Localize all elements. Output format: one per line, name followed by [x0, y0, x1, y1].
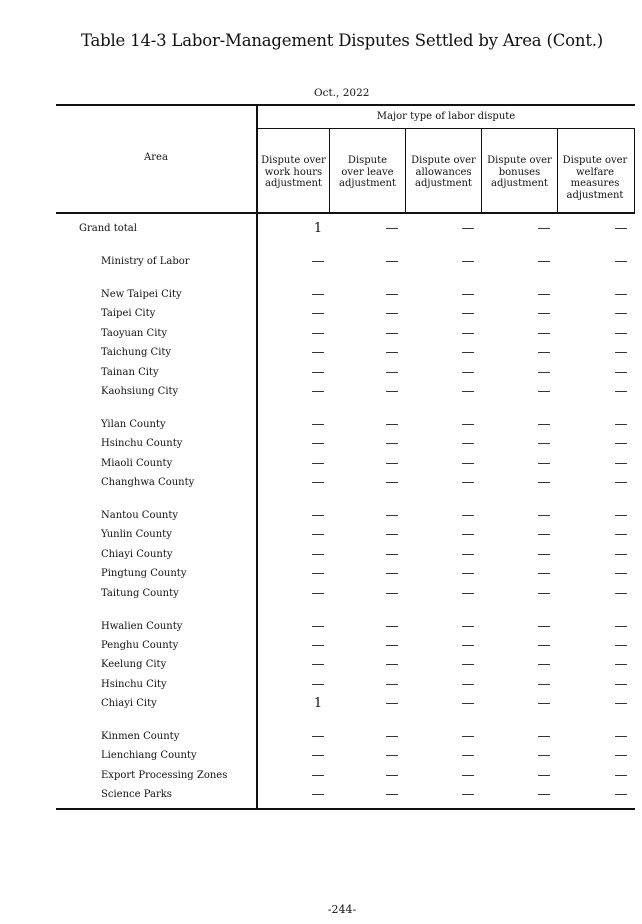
table-cell: —	[311, 365, 325, 380]
table-cell: —	[385, 729, 399, 744]
row-area-label: Export Processing Zones	[101, 770, 228, 781]
table-cell: —	[461, 748, 475, 763]
row-area-label: Pingtung County	[101, 568, 187, 579]
row-area-label: Taoyuan City	[101, 328, 168, 339]
row-area-label: Keelung City	[101, 659, 167, 670]
table-cell: —	[614, 436, 628, 451]
table-cell: —	[311, 287, 325, 302]
table-cell: —	[461, 677, 475, 692]
table-cell: —	[614, 417, 628, 432]
table-cell: —	[614, 254, 628, 269]
table-cell: —	[385, 586, 399, 601]
table-cell: 1	[313, 696, 323, 711]
table-cell: —	[537, 221, 551, 236]
table-cell: —	[385, 787, 399, 802]
table-cell: —	[537, 586, 551, 601]
table-cell: —	[537, 345, 551, 360]
table-cell: —	[461, 365, 475, 380]
table-cell: —	[311, 508, 325, 523]
table-cell: —	[537, 456, 551, 471]
table-cell: —	[385, 748, 399, 763]
table-cell: —	[385, 287, 399, 302]
row-area-label: Kaohsiung City	[101, 386, 179, 397]
table-cell: —	[614, 345, 628, 360]
table-cell: —	[385, 657, 399, 672]
table-cell: —	[311, 456, 325, 471]
row-area-label: Nantou County	[101, 510, 179, 521]
table-cell: —	[311, 748, 325, 763]
table-cell: —	[385, 638, 399, 653]
column-header-welfare: Dispute over welfare measures adjustment	[562, 155, 628, 201]
table-cell: —	[385, 768, 399, 783]
table-cell: —	[614, 456, 628, 471]
table-cell: —	[385, 475, 399, 490]
area-header: Area	[144, 152, 168, 163]
table-cell: —	[537, 729, 551, 744]
table-cell: —	[385, 306, 399, 321]
table-cell: —	[614, 748, 628, 763]
row-area-label: Chiayi County	[101, 549, 173, 560]
table-cell: —	[461, 729, 475, 744]
row-area-label: Grand total	[79, 223, 137, 234]
table-cell: —	[461, 475, 475, 490]
table-cell: —	[311, 787, 325, 802]
table-cell: —	[385, 417, 399, 432]
row-area-label: Yunlin County	[101, 529, 172, 540]
table-cell: —	[537, 436, 551, 451]
table-cell: —	[614, 638, 628, 653]
table-cell: —	[311, 326, 325, 341]
table-cell: —	[311, 729, 325, 744]
row-area-label: Penghu County	[101, 640, 179, 651]
row-area-label: Hwalien County	[101, 621, 183, 632]
table-cell: —	[461, 508, 475, 523]
table-cell: —	[537, 475, 551, 490]
table-cell: —	[614, 547, 628, 562]
table-cell: —	[614, 696, 628, 711]
table-cell: —	[537, 508, 551, 523]
table-cell: —	[614, 326, 628, 341]
table-cell: —	[537, 384, 551, 399]
header-bottom-rule	[56, 212, 635, 214]
table-cell: —	[614, 677, 628, 692]
table-cell: —	[614, 384, 628, 399]
table-cell: —	[461, 384, 475, 399]
column-header-leave: Dispute over leave adjustment	[339, 155, 396, 189]
table-cell: —	[461, 619, 475, 634]
table-cell: —	[385, 508, 399, 523]
table-cell: —	[311, 566, 325, 581]
table-cell: —	[311, 345, 325, 360]
table-cell: —	[537, 326, 551, 341]
table-cell: —	[537, 638, 551, 653]
table-cell: —	[461, 287, 475, 302]
table-cell: —	[537, 527, 551, 542]
table-cell: —	[461, 638, 475, 653]
row-area-label: Taichung City	[101, 347, 172, 358]
area-column-divider	[256, 104, 258, 810]
table-cell: —	[614, 657, 628, 672]
table-cell: —	[461, 657, 475, 672]
table-cell: —	[385, 566, 399, 581]
table-cell: —	[311, 586, 325, 601]
row-area-label: Kinmen County	[101, 731, 180, 742]
table-cell: —	[537, 748, 551, 763]
table-cell: —	[614, 475, 628, 490]
table-cell: —	[311, 384, 325, 399]
table-cell: —	[311, 547, 325, 562]
table-cell: —	[614, 619, 628, 634]
column-header-allowances: Dispute over allowances adjustment	[411, 155, 476, 189]
table-cell: —	[461, 768, 475, 783]
table-cell: —	[461, 696, 475, 711]
table-cell: —	[537, 417, 551, 432]
row-area-label: Chiayi City	[101, 698, 157, 709]
table-cell: —	[461, 254, 475, 269]
column-header-bonuses: Dispute over bonuses adjustment	[487, 155, 552, 189]
table-cell: —	[311, 677, 325, 692]
table-top-rule	[56, 104, 635, 106]
table-cell: —	[537, 696, 551, 711]
table-cell: —	[614, 586, 628, 601]
table-cell: —	[461, 436, 475, 451]
table-cell: —	[537, 787, 551, 802]
row-area-label: Yilan County	[101, 419, 166, 430]
table-cell: —	[537, 254, 551, 269]
table-cell: —	[385, 547, 399, 562]
table-cell: —	[311, 417, 325, 432]
row-area-label: Miaoli County	[101, 458, 173, 469]
table-cell: —	[461, 787, 475, 802]
table-cell: —	[311, 254, 325, 269]
table-cell: —	[537, 768, 551, 783]
table-cell: —	[385, 677, 399, 692]
table-cell: —	[311, 306, 325, 321]
table-cell: —	[311, 619, 325, 634]
table-cell: 1	[313, 221, 323, 236]
table-cell: —	[461, 345, 475, 360]
table-cell: —	[461, 326, 475, 341]
table-cell: —	[614, 768, 628, 783]
table-cell: —	[461, 306, 475, 321]
table-cell: —	[614, 365, 628, 380]
table-bottom-rule	[56, 808, 635, 810]
table-cell: —	[311, 475, 325, 490]
page-title: Table 14-3 Labor-Management Disputes Settled by Area (Cont.)	[80, 31, 604, 50]
table-cell: —	[385, 436, 399, 451]
table-cell: —	[385, 365, 399, 380]
row-area-label: Taipei City	[101, 308, 156, 319]
table-cell: —	[461, 566, 475, 581]
row-area-label: Hsinchu County	[101, 438, 183, 449]
table-cell: —	[385, 384, 399, 399]
table-cell: —	[385, 527, 399, 542]
table-cell: —	[311, 436, 325, 451]
table-cell: —	[614, 221, 628, 236]
row-area-label: Ministry of Labor	[101, 256, 190, 267]
row-area-label: Tainan City	[101, 367, 159, 378]
table-cell: —	[461, 547, 475, 562]
table-cell: —	[385, 254, 399, 269]
table-cell: —	[385, 619, 399, 634]
table-cell: —	[461, 417, 475, 432]
column-header-work-hours: Dispute over work hours adjustment	[261, 155, 326, 189]
table-cell: —	[537, 365, 551, 380]
table-cell: —	[537, 677, 551, 692]
table-cell: —	[461, 527, 475, 542]
page-number: -244-	[327, 903, 357, 916]
table-cell: —	[614, 787, 628, 802]
row-area-label: Hsinchu City	[101, 679, 167, 690]
table-cell: —	[461, 586, 475, 601]
table-cell: —	[537, 287, 551, 302]
row-area-label: Science Parks	[101, 789, 172, 800]
row-area-label: Taitung County	[101, 588, 179, 599]
table-cell: —	[311, 527, 325, 542]
table-cell: —	[537, 619, 551, 634]
table-cell: —	[614, 566, 628, 581]
table-cell: —	[385, 221, 399, 236]
report-date: Oct., 2022	[314, 87, 370, 99]
table-cell: —	[385, 456, 399, 471]
table-cell: —	[537, 306, 551, 321]
table-cell: —	[614, 527, 628, 542]
table-cell: —	[311, 657, 325, 672]
table-cell: —	[537, 657, 551, 672]
table-cell: —	[537, 566, 551, 581]
table-cell: —	[385, 696, 399, 711]
row-area-label: New Taipei City	[101, 289, 182, 300]
table-cell: —	[614, 287, 628, 302]
table-cell: —	[537, 547, 551, 562]
row-area-label: Changhwa County	[101, 477, 195, 488]
group-header-rule	[257, 128, 635, 129]
table-cell: —	[614, 508, 628, 523]
table-cell: —	[461, 221, 475, 236]
table-cell: —	[385, 326, 399, 341]
table-cell: —	[311, 638, 325, 653]
table-cell: —	[311, 768, 325, 783]
row-area-label: Lienchiang County	[101, 750, 197, 761]
table-cell: —	[614, 306, 628, 321]
table-cell: —	[385, 345, 399, 360]
group-header: Major type of labor dispute	[376, 111, 516, 122]
table-cell: —	[614, 729, 628, 744]
table-cell: —	[461, 456, 475, 471]
